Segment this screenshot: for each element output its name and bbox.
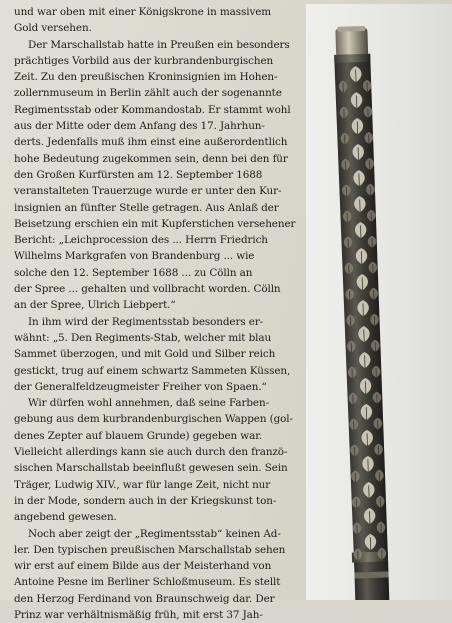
text-line: denes Zepter auf blauem Grunde) gegeben war.: [14, 428, 300, 444]
text-line: sischen Marschallstab beeinflußt gewesen sein. Sein: [14, 460, 300, 476]
text-line: angebend gewesen.: [14, 509, 300, 525]
text-line: Prinz war verhältnismäßig früh, mit erst 37 Jah-: [14, 607, 300, 623]
text-line: der Spree ... gehalten und vollbracht worden. Cölln: [14, 281, 300, 297]
text-line: Antoine Pesne im Berliner Schloßmuseum. Es stellt: [14, 574, 300, 590]
text-line: Sammet überzogen, und mit Gold und Silber reich: [14, 346, 300, 362]
text-line: der Generalfeldzeugmeister Freiher von Spaen.“: [14, 379, 300, 395]
text-line: Der Marschallstab hatte in Preußen ein besonders: [14, 37, 300, 53]
text-line: wir erst auf einem Bilde aus der Meisterhand von: [14, 558, 300, 574]
text-line: und war oben mit einer Königskrone in massivem: [14, 4, 300, 20]
text-line: hohe Bedeutung zugekommen sein, denn bei den für: [14, 151, 300, 167]
text-line: Noch aber zeigt der „Regimentsstab“ keinen Ad-: [14, 526, 300, 542]
text-line: den Herzog Ferdinand von Braunschweig dar. Der: [14, 591, 300, 607]
baton-photograph: [306, 4, 452, 600]
text-line: ler. Den typischen preußischen Marschallstab sehen: [14, 542, 300, 558]
text-line: solche den 12. September 1688 ... zu Cölln an: [14, 265, 300, 281]
text-line: insignien an fünfter Stelle getragen. Aus Anlaß der: [14, 200, 300, 216]
top-cap: [335, 28, 368, 57]
regimentsstab-image: [306, 4, 452, 600]
text-column: [14, 4, 300, 623]
text-line: den Großen Kurfürsten am 12. September 1688: [14, 167, 300, 183]
text-line: Gold versehen.: [14, 20, 300, 36]
text-line: Vielleicht allerdings kann sie auch durch den franzö-: [14, 444, 300, 460]
text-line: gebung aus dem kurbrandenburgischen Wappen (gol-: [14, 411, 300, 427]
text-line: Träger, Ludwig XIV., war für lange Zeit, nicht nur: [14, 477, 300, 493]
text-line: In ihm wird der Regimentsstab besonders er-: [14, 314, 300, 330]
text-line: Bericht: „Leichprocession des ... Herrn Friedrich: [14, 232, 300, 248]
text-line: Wir dürfen wohl annehmen, daß seine Farben-: [14, 395, 300, 411]
text-line: Zeit. Zu den preußischen Kroninsignien im Hohen-: [14, 69, 300, 85]
text-line: derts. Jedenfalls muß ihm einst eine außerordentlich: [14, 134, 300, 150]
text-line: prächtiges Vorbild aus der kurbrandenburgischen: [14, 53, 300, 69]
text-line: in der Mode, sondern auch in der Kriegskunst ton-: [14, 493, 300, 509]
text-line: Beisetzung erschien ein mit Kupferstichen versehener: [14, 216, 300, 232]
text-line: gestickt, trug auf einem schwartz Sammeten Küssen,: [14, 363, 300, 379]
text-line: Wilhelms Markgrafen von Brandenburg ... wie: [14, 248, 300, 264]
text-line: aus der Mitte oder dem Anfang des 17. Jahrhun-: [14, 118, 300, 134]
text-line: Regimentsstab oder Kommandostab. Er stammt wohl: [14, 102, 300, 118]
text-line: zollernmuseum in Berlin zählt auch der sogenannte: [14, 85, 300, 101]
text-line: an der Spree, Ulrich Liebpert.“: [14, 297, 300, 313]
text-line: wähnt: „5. Den Regiments-Stab, welcher mit blau: [14, 330, 300, 346]
text-line: veranstalteten Trauerzuge wurde er unter den Kur-: [14, 183, 300, 199]
